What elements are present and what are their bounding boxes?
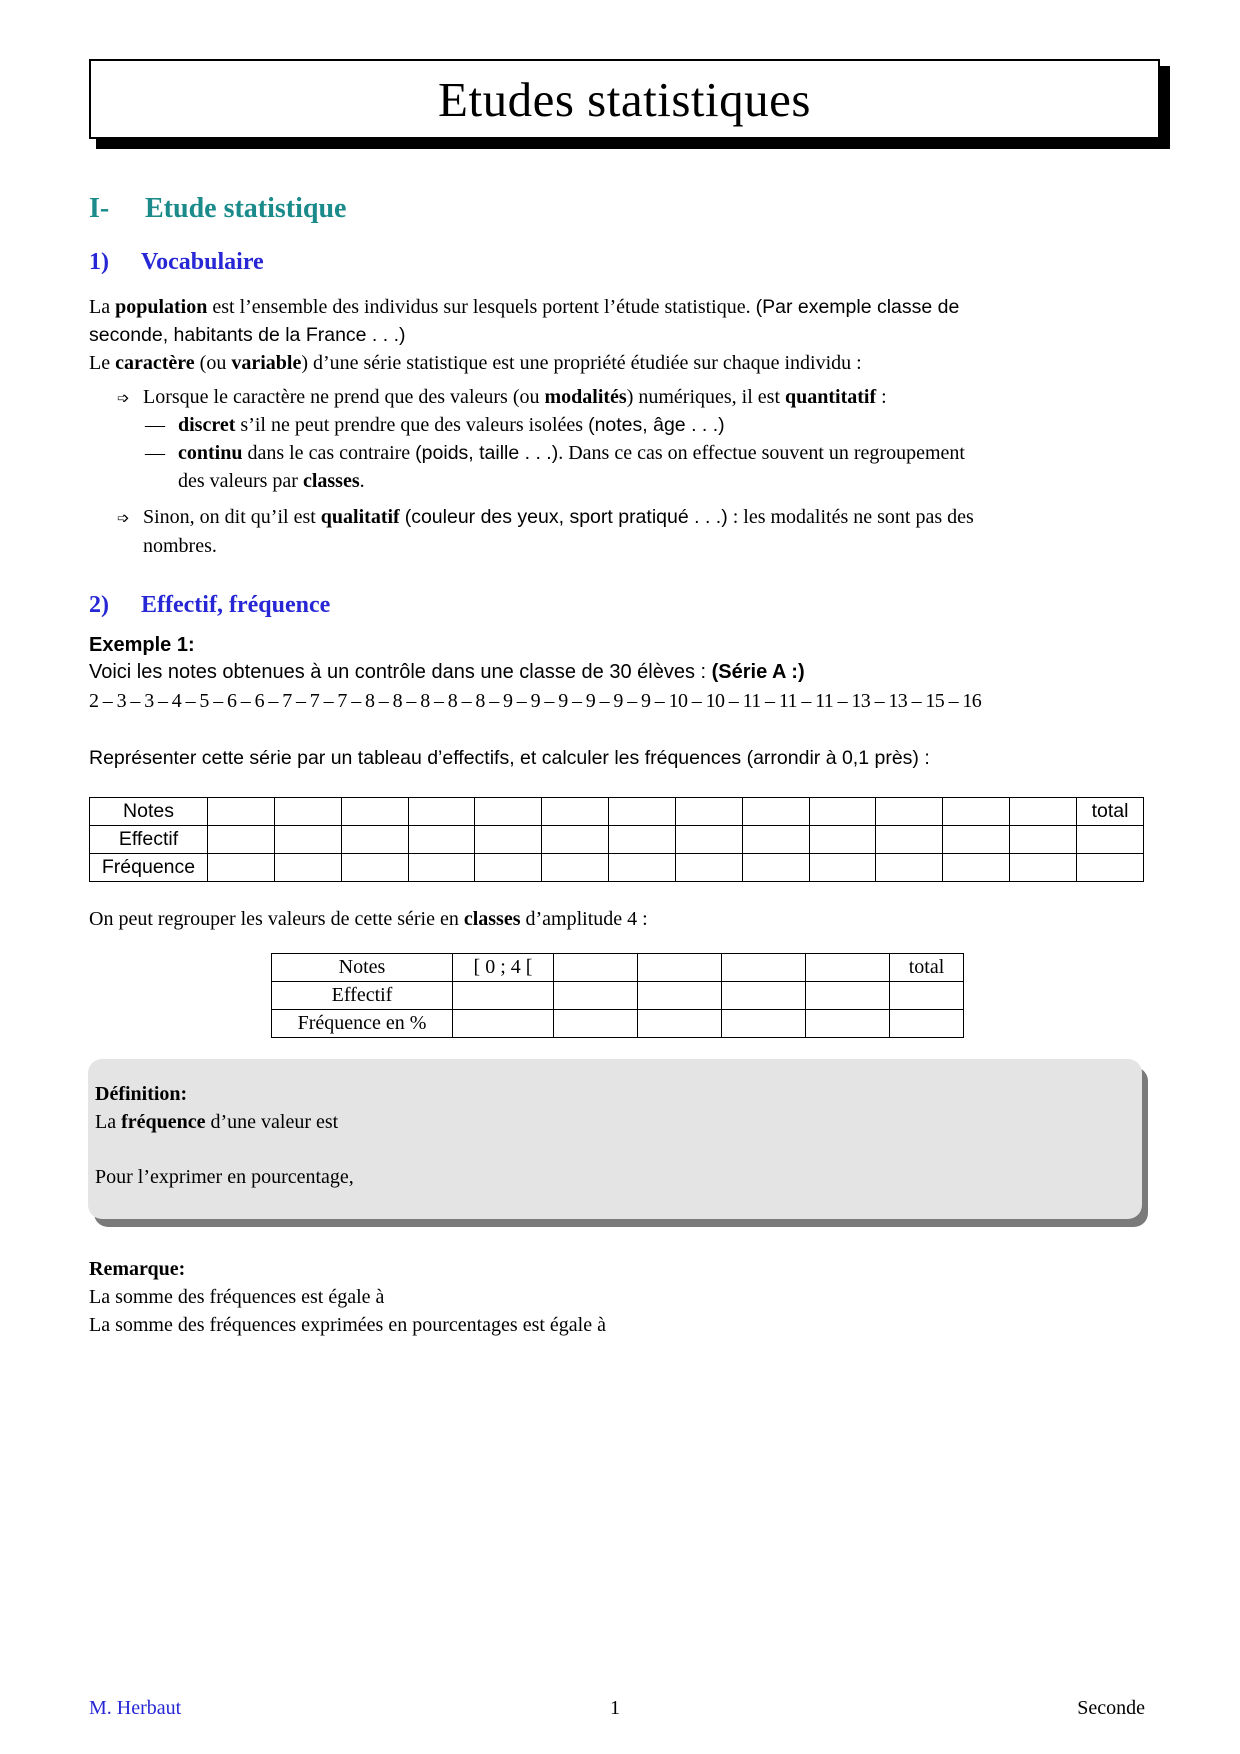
- subsection-heading-1: [89, 249, 264, 276]
- term-classes: classes: [463, 908, 521, 930]
- example-text-continued: seconde, habitants de la France . . .): [89, 324, 406, 346]
- table-cell[interactable]: [890, 1010, 964, 1038]
- section-heading: [89, 193, 346, 225]
- series-label: (Série A :): [711, 661, 805, 683]
- table-cell[interactable]: [554, 954, 638, 982]
- table-cell[interactable]: [806, 1010, 890, 1038]
- example-text: (couleur des yeux, sport pratiqué . . .): [404, 506, 728, 528]
- page-title: Etudes statistiques: [438, 71, 811, 127]
- table-cell[interactable]: [890, 982, 964, 1010]
- subsection-number: 2): [89, 592, 109, 618]
- sub-bullet-discret: [145, 411, 1145, 439]
- text: nombres.: [143, 535, 217, 557]
- row-header-effectif: Effectif: [272, 982, 453, 1010]
- table-cell[interactable]: [943, 854, 1010, 882]
- term-discret: discret: [178, 414, 236, 436]
- table-cell[interactable]: [876, 798, 943, 826]
- term-variable: variable: [231, 352, 302, 374]
- character-line: [89, 349, 1145, 377]
- text: est l’ensemble des individus sur lesquels portent l’étude statistique.: [207, 296, 756, 318]
- table-cell[interactable]: [742, 826, 809, 854]
- row-header-frequence-pct: Fréquence en %: [272, 1010, 453, 1038]
- example-text: (poids, taille . . .): [415, 442, 559, 464]
- bullet-quantitatif: [117, 383, 1147, 412]
- text: dans le cas contraire: [242, 442, 416, 464]
- table-cell[interactable]: [1077, 826, 1144, 854]
- text: (ou: [194, 352, 232, 374]
- example-text: (Par exemple classe de: [755, 296, 960, 318]
- subsection-title: Vocabulaire: [141, 249, 264, 275]
- table-row: [272, 1010, 964, 1038]
- table-cell[interactable]: [208, 826, 275, 854]
- text: d’amplitude 4 :: [520, 908, 648, 930]
- table-row: [272, 954, 964, 982]
- subsection-number: 1): [89, 249, 109, 275]
- table-cell[interactable]: [943, 826, 1010, 854]
- text: La: [95, 1111, 122, 1133]
- row-header-notes: Notes: [272, 954, 453, 982]
- table-cell[interactable]: [274, 826, 341, 854]
- definition-label: Définition:: [95, 1083, 188, 1105]
- term-qualitatif: qualitatif: [320, 506, 400, 528]
- remark-line-1: La somme des fréquences est égale à: [89, 1286, 385, 1308]
- table-cell[interactable]: [208, 798, 275, 826]
- text: s’il ne peut prendre que des valeurs isolées: [235, 414, 589, 436]
- table-cell[interactable]: [638, 1010, 722, 1038]
- table-cell[interactable]: [609, 798, 676, 826]
- table-cell[interactable]: [876, 854, 943, 882]
- text: . Dans ce cas on effectue souvent un regroupement: [558, 442, 965, 464]
- term-classes: classes: [302, 470, 360, 492]
- table-cell[interactable]: [274, 854, 341, 882]
- text: ) d’une série statistique est une propriété étudiée sur chaque individu :: [301, 352, 862, 374]
- text: La: [89, 296, 116, 318]
- column-header-total: total: [1077, 798, 1144, 826]
- table-row: [90, 826, 1144, 854]
- table-cell[interactable]: [274, 798, 341, 826]
- table-cell[interactable]: [876, 826, 943, 854]
- table-cell[interactable]: [722, 982, 806, 1010]
- table-cell[interactable]: [722, 954, 806, 982]
- text: Le: [89, 352, 116, 374]
- definition-content: [95, 1080, 1125, 1191]
- term-continu: continu: [178, 442, 243, 464]
- table-row: [272, 982, 964, 1010]
- table-cell[interactable]: [475, 798, 542, 826]
- table-cell[interactable]: [675, 826, 742, 854]
- column-header-total: total: [890, 954, 964, 982]
- table-cell[interactable]: [475, 826, 542, 854]
- term-frequence: fréquence: [121, 1111, 206, 1133]
- dash-marker: —: [145, 442, 165, 464]
- table-cell[interactable]: [554, 982, 638, 1010]
- section-number: I-: [89, 193, 110, 224]
- arrow-bullet-icon: ➩: [117, 509, 130, 527]
- text: d’une valeur est: [205, 1111, 339, 1133]
- series-values: 2 – 3 – 3 – 4 – 5 – 6 – 6 – 7 – 7 – 7 – 8 – 8 – 8 – 8 – 8 – 9 – 9 – 9 – 9 – 9 – 9 – 10 – 10 – 11 – 11 – 11 – 13 – 13 – 15 – 16: [89, 690, 982, 712]
- table-cell[interactable]: [341, 826, 408, 854]
- table-cell[interactable]: [475, 854, 542, 882]
- vocabulary-paragraph: [89, 293, 1145, 377]
- remark-label: Remarque:: [89, 1258, 186, 1280]
- text: Lorsque le caractère ne prend que des valeurs (ou: [143, 386, 545, 408]
- table-row: [90, 854, 1144, 882]
- text: .: [359, 470, 365, 492]
- dash-marker: —: [145, 414, 165, 436]
- classes-table: [271, 953, 964, 1038]
- frequency-table: [89, 797, 1144, 882]
- remark-line-2: La somme des fréquences exprimées en pourcentages est égale à: [89, 1314, 606, 1336]
- table-cell[interactable]: [675, 854, 742, 882]
- table-cell[interactable]: [453, 1010, 554, 1038]
- section-title: Etude statistique: [145, 193, 347, 224]
- table-cell[interactable]: [408, 854, 475, 882]
- subsection-heading-2: [89, 592, 330, 619]
- table-cell[interactable]: [1010, 854, 1077, 882]
- table-cell[interactable]: [809, 854, 876, 882]
- table-cell[interactable]: [638, 982, 722, 1010]
- table-cell[interactable]: [1077, 854, 1144, 882]
- table-cell[interactable]: [1010, 826, 1077, 854]
- table-cell[interactable]: [809, 798, 876, 826]
- text: : les modalités ne sont pas des: [727, 506, 974, 528]
- title-box: [89, 59, 1160, 139]
- table-cell[interactable]: [554, 1010, 638, 1038]
- table-row: [90, 798, 1144, 826]
- footer-page-number: 1: [610, 1697, 620, 1719]
- table-cell[interactable]: [742, 798, 809, 826]
- row-header-effectif: Effectif: [90, 826, 208, 854]
- sub-bullet-continu: [145, 439, 1145, 495]
- bullet-qualitatif: [117, 503, 1147, 560]
- table-cell[interactable]: [208, 854, 275, 882]
- table-cell[interactable]: [609, 826, 676, 854]
- table-cell[interactable]: [609, 854, 676, 882]
- arrow-bullet-icon: ➩: [117, 389, 130, 407]
- class-cell-0-4: [ 0 ; 4 [: [453, 954, 554, 982]
- text: Sinon, on dit qu’il est: [143, 506, 321, 528]
- table-cell[interactable]: [341, 798, 408, 826]
- table-cell[interactable]: [453, 982, 554, 1010]
- example-text: (notes, âge . . .): [588, 414, 725, 436]
- table-cell[interactable]: [806, 982, 890, 1010]
- table-cell[interactable]: [341, 854, 408, 882]
- table-cell[interactable]: [742, 854, 809, 882]
- footer-author: M. Herbaut: [89, 1697, 182, 1719]
- term-caractere: caractère: [115, 352, 195, 374]
- table-cell[interactable]: [542, 826, 609, 854]
- table-cell[interactable]: [638, 954, 722, 982]
- table-cell[interactable]: [408, 798, 475, 826]
- table-cell[interactable]: [675, 798, 742, 826]
- example-instruction: Représenter cette série par un tableau d’effectifs, et calculer les fréquences (arrondir à 0,1 près) :: [89, 747, 930, 769]
- example-label: Exemple 1:: [89, 634, 195, 656]
- term-population: population: [115, 296, 208, 318]
- table-cell[interactable]: [722, 1010, 806, 1038]
- classes-paragraph: [89, 905, 1145, 933]
- remark: [89, 1255, 1145, 1339]
- table-cell[interactable]: [408, 826, 475, 854]
- row-header-notes: Notes: [90, 798, 208, 826]
- term-modalites: modalités: [544, 386, 627, 408]
- table-cell[interactable]: [809, 826, 876, 854]
- definition-line-2: Pour l’exprimer en pourcentage,: [95, 1166, 354, 1188]
- population-line: [89, 293, 1145, 321]
- text: des valeurs par: [178, 470, 303, 492]
- footer-level: Seconde: [1077, 1697, 1145, 1719]
- subsection-title: Effectif, fréquence: [141, 592, 331, 618]
- text: ) numériques, il est: [626, 386, 786, 408]
- term-quantitatif: quantitatif: [785, 386, 877, 408]
- text: Voici les notes obtenues à un contrôle dans une classe de 30 élèves :: [89, 661, 712, 683]
- text: :: [876, 386, 887, 408]
- example-intro: [89, 661, 1149, 684]
- table-cell[interactable]: [542, 798, 609, 826]
- text: On peut regrouper les valeurs de cette série en: [89, 908, 464, 930]
- table-cell[interactable]: [542, 854, 609, 882]
- table-cell[interactable]: [806, 954, 890, 982]
- table-cell[interactable]: [1010, 798, 1077, 826]
- row-header-frequence: Fréquence: [90, 854, 208, 882]
- table-cell[interactable]: [943, 798, 1010, 826]
